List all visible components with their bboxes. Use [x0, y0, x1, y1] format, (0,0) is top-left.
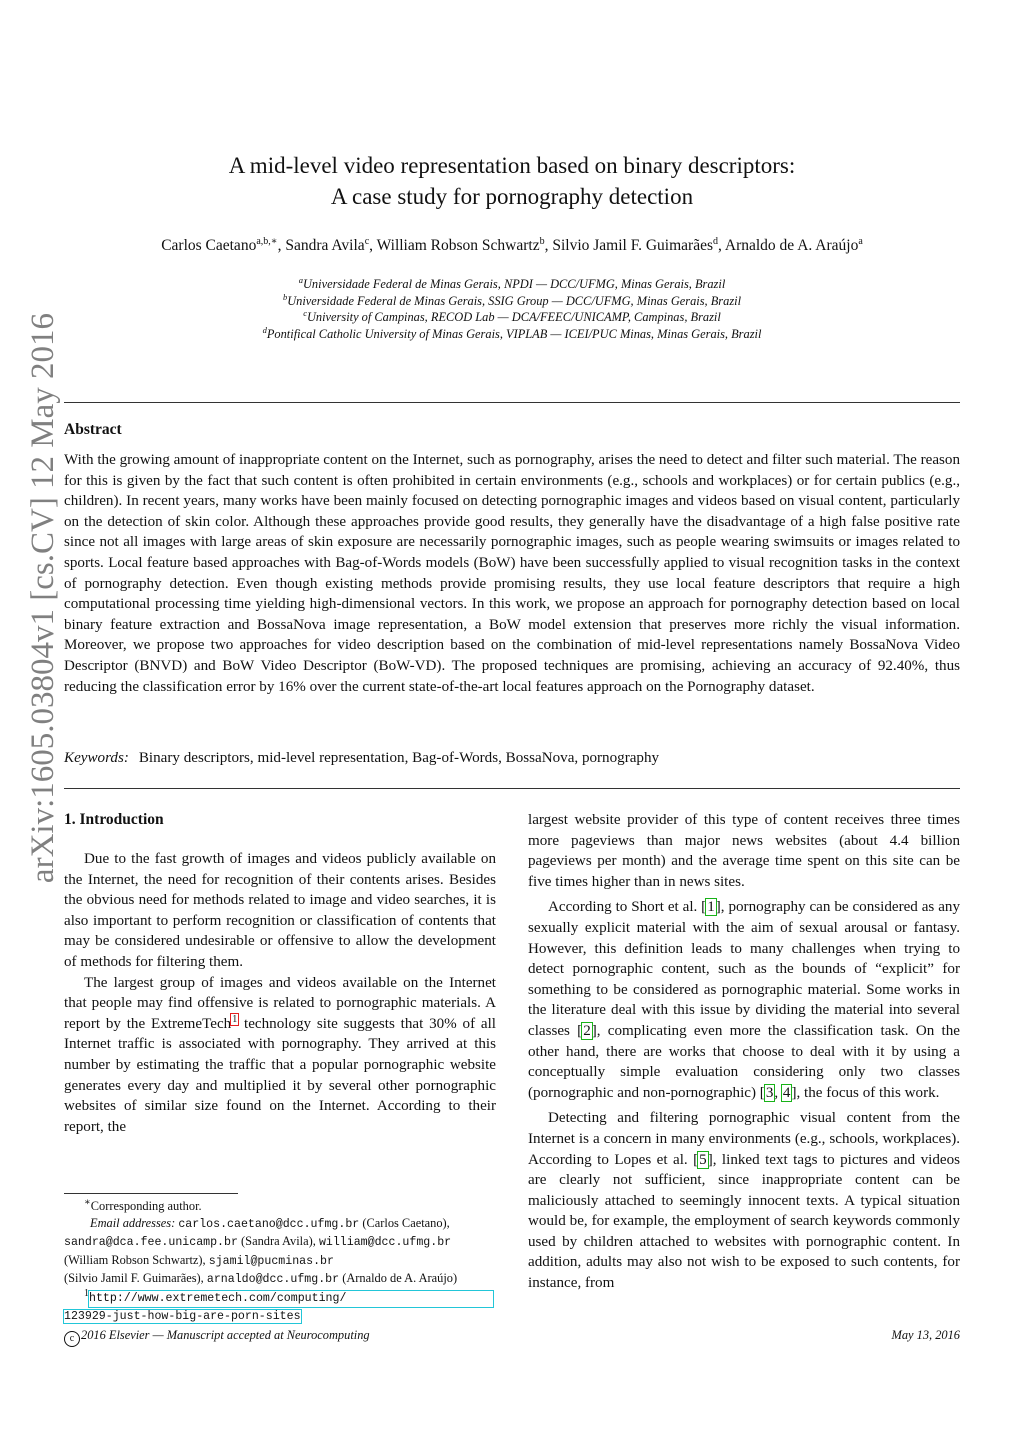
intro-paragraph-1: Due to the fast growth of images and videos publicly available on the Internet, the need for recognition of their contents arises. Besides the obvious need for methods related to image and video searches, it is also important to perform recognition or classification of contents that may be considered undesirable or offensive to allow the development of methods for filtering them.	[64, 851, 496, 970]
email-link[interactable]: carlos.caetano@dcc.ufmg.br	[178, 1217, 360, 1231]
affiliation-text: Universidade Federal de Minas Gerais, NPDI — DCC/UFMG, Minas Gerais, Brazil	[302, 277, 726, 291]
author-name: William Robson Schwartz	[376, 237, 540, 254]
intro-paragraph-3	[528, 897, 960, 1103]
affiliation-text: University of Campinas, RECOD Lab — DCA/FEEC/UNICAMP, Campinas, Brazil	[306, 310, 721, 324]
footnote-rule	[64, 1193, 238, 1194]
author-affil-mark: d	[712, 235, 718, 247]
paragraph-text: The largest group of images and videos available on the Internet that people may find offensive is related to pornographic materials. A report by the ExtremeTech	[64, 974, 496, 1032]
paragraph-text: technology site suggests that 30% of all Internet traffic is associated with pornography. They arrived at this number by estimating the traffic that a popular pornographic website generates every day and multiplied it by several other pornographic websites of similar size found on the Internet. According to their report, the	[64, 1015, 496, 1135]
footnote-mark: 1	[84, 1287, 89, 1299]
email-link[interactable]: arnaldo@dcc.ufmg.br	[206, 1273, 340, 1286]
footnote-1-url-continued	[64, 1307, 504, 1326]
author-affil-mark: a,b,∗	[256, 235, 278, 247]
affiliation-mark: c	[303, 307, 307, 318]
email-owner: (Silvio Jamil F. Guimarães),	[64, 1271, 204, 1285]
footnote-link-1[interactable]: 1	[232, 1013, 238, 1025]
author-affil-mark: a	[858, 235, 863, 247]
affiliation-line	[60, 293, 964, 310]
affiliation-line	[60, 309, 964, 326]
keywords-text: Binary descriptors, mid-level representation, Bag-of-Words, BossaNova, pornography	[138, 750, 660, 766]
email-link[interactable]: sjamil@pucminas.br	[208, 1254, 334, 1268]
abstract-heading: Abstract	[64, 421, 122, 438]
footnote-url-link[interactable]: 123929-just-how-big-are-porn-sites	[64, 1310, 301, 1323]
right-column	[528, 810, 960, 1294]
title-line-2: A case study for pornography detection	[330, 184, 694, 209]
email-owner: (Arnaldo de A. Araújo)	[342, 1271, 458, 1285]
footnote-url-link[interactable]: http://www.extremetech.com/computing/	[89, 1291, 493, 1308]
intro-paragraph-2	[64, 973, 496, 1138]
citation-link[interactable]: 5	[699, 1151, 707, 1168]
author-affil-mark: b	[539, 235, 545, 247]
email-link[interactable]: sandra@dca.fee.unicamp.br	[64, 1236, 238, 1249]
email-owner: (William Robson Schwartz),	[64, 1252, 206, 1267]
email-owner: (Carlos Caetano),	[362, 1215, 450, 1230]
citation-link[interactable]: 1	[707, 899, 715, 916]
footnote-corresponding	[64, 1198, 504, 1215]
author-name: Silvio Jamil F. Guimarães	[552, 237, 713, 254]
affiliations	[60, 276, 964, 342]
paragraph-text: ], pornography can be considered as any sexually explicit material with the aim of sexual arousal or fantasy. However, this definition leads to many challenges when trying to detect pornographic content, such as the bounds of “explicit” for something to be considered as pornographic material. Some works in the literature deal with this issue by dividing the material into several classes [	[528, 899, 960, 1039]
affiliation-mark: d	[262, 324, 267, 335]
intro-paragraph-4	[528, 1108, 960, 1293]
email-owner: (Sandra Avila),	[241, 1234, 316, 1248]
paragraph-text: According to Short et al. [	[548, 899, 707, 916]
keywords	[64, 750, 960, 767]
affiliation-line	[60, 326, 964, 343]
citation-link[interactable]: 4	[782, 1084, 791, 1101]
copyright-notice	[64, 1328, 370, 1347]
footnotes	[64, 1198, 504, 1326]
email-label: Email addresses:	[90, 1215, 176, 1230]
paper-title	[120, 150, 904, 212]
citation-link[interactable]: 3	[765, 1084, 774, 1101]
affiliation-line	[60, 276, 964, 293]
author-affil-mark: c	[364, 235, 370, 247]
affiliation-mark: a	[298, 274, 303, 285]
abstract-bottom-rule	[64, 788, 960, 789]
manuscript-date: May 13, 2016	[891, 1328, 960, 1342]
paragraph-text: ,	[774, 1084, 782, 1101]
affiliation-text: Pontifical Catholic University of Minas Gerais, VIPLAB — ICEI/PUC Minas, Minas Gerais, Brazil	[266, 326, 762, 341]
paragraph-text: ], complicating even more the classification task. On the other hand, there are works that choose to deal with it by using a conceptually simple evaluation considering only two classes (pornographic and non-pornographic) [	[528, 1022, 960, 1101]
title-line-1: A mid-level video representation based on binary descriptors:	[228, 153, 796, 178]
author-name: Arnaldo de A. Araújo	[724, 237, 859, 254]
abstract-top-rule	[64, 402, 960, 403]
copyright-icon: c	[64, 1331, 80, 1347]
paragraph-text: ], linked text tags to pictures and videos are clearly not sufficient, since inappropriate content can be maliciously attached to seemingly innocent texts. A typical situation would be, for example, the employment of search keywords commonly used by children attached to websites with pornographic content. In addition, adults may also not wish to be exposed to such contents, for instance, from	[528, 1151, 960, 1292]
left-column	[64, 849, 496, 1137]
paragraph-text: ], the focus of this work.	[791, 1084, 940, 1101]
affiliation-mark: b	[282, 291, 288, 302]
author-list: Carlos Caetano$^{a,b,∗}$, Sandra Avila$^c$, William Robson Schwartz$^b$, Silvio Jamil F. Guimarães$^d$, Arnaldo de A. Araújo$^a$	[161, 235, 863, 254]
footnote-1	[64, 1289, 504, 1308]
footnote-emails	[64, 1215, 504, 1289]
email-link[interactable]: william@dcc.ufmg.br	[318, 1236, 452, 1249]
paragraph-text: Detecting and filtering pornographic visual content from the Internet is a concern in many environments (e.g., schools, workplaces). According to Lopes et al. [	[528, 1110, 960, 1168]
affiliation-text: Universidade Federal de Minas Gerais, SSIG Group — DCC/UFMG, Minas Gerais, Brazil	[287, 293, 742, 308]
intro-paragraph-continued: largest website provider of this type of content receives three times more pageviews than major news websites (about 4.4 billion pageviews per month) and the average time spent on this site can be five times higher than in news sites.	[528, 812, 960, 890]
arxiv-side-stamp: arXiv:1605.03804v1 [cs.CV] 12 May 2016	[25, 312, 61, 884]
keywords-label: Keywords:	[64, 750, 129, 766]
abstract-text: With the growing amount of inappropriate content on the Internet, such as pornography, arises the need to detect and filter such material. The reason for this is given by the fact that such content is often prohibited in certain environments (e.g., schools and workplaces) or for certain publics (e.g., children). In recent years, many works have been mainly focused on detecting pornographic images and videos based on visual content, particularly on the detection of skin color. Although these approaches provide good results, they generally have the disadvantage of a high false positive rate since not all images with large areas of skin exposure are necessarily pornographic images, such as people wearing swimsuits or images related to sports. Local feature based approaches with Bag-of-Words models (BoW) have been successfully applied to visual recognition tasks in the context of pornography detection. Even though existing methods provide promising results, they use local feature descriptors that require a high computational processing time yielding high-dimensional vectors. In this work, we propose an approach for pornography detection based on local binary feature extraction and BossaNova image representation, a BoW model extension that preserves more richly the visual information. Moreover, we propose two approaches for video description based on the combination of mid-level representations namely BossaNova Video Descriptor (BNVD) and BoW Video Descriptor (BoW-VD). The proposed techniques are promising, achieving an accuracy of 92.40%, thus reducing the classification error by 16% over the current state-of-the-art local features approach on the Pornography dataset.	[64, 452, 960, 695]
author-name: Sandra Avila	[285, 237, 365, 254]
footnote-mark: ∗	[84, 1196, 91, 1208]
copyright-text: 2016 Elsevier — Manuscript accepted at Neurocomputing	[81, 1328, 370, 1342]
footnote-text: Corresponding author.	[90, 1199, 202, 1213]
citation-link[interactable]: 2	[583, 1022, 591, 1039]
author-name: Carlos Caetano	[161, 237, 257, 254]
section-heading-introduction: 1. Introduction	[64, 811, 164, 828]
